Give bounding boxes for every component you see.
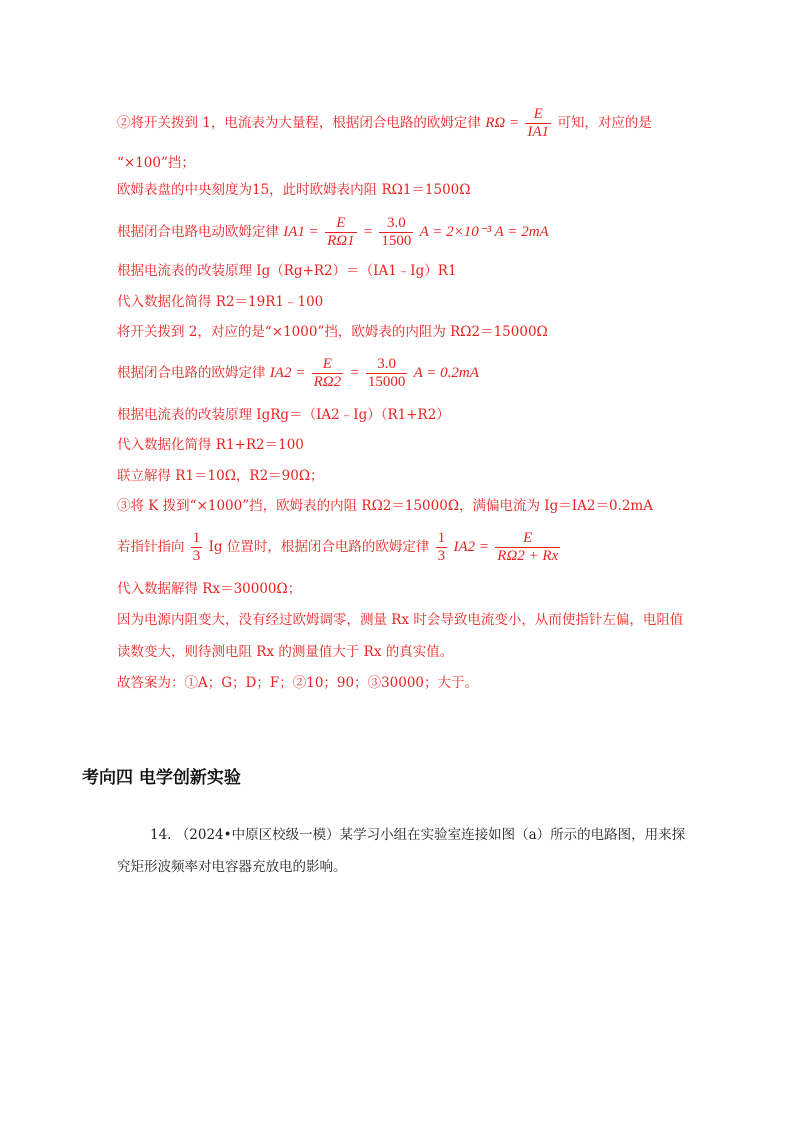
- solution-line-15: 因为电源内阻变大，没有经过欧姆调零，测量 Rx 时会导致电流变小，从而使指针左偏，电阻值: [117, 612, 684, 628]
- denominator: IA1: [527, 124, 550, 140]
- solution-line-4: 根据闭合电路电动欧姆定律 IA1 = $\frac{E}{R\Omega 1}$ = $\frac{3.0}{1500}$ A = 2×10⁻³ A = 2mA: [117, 215, 549, 249]
- fraction: [525, 106, 551, 141]
- numerator: 3.0: [379, 215, 413, 233]
- solution-line-6: 代入数据化简得 R2＝19R1﹣100: [117, 294, 324, 310]
- numerator: 1: [437, 530, 446, 546]
- solution-line-7: 将开关拨到 2，对应的是“×1000”挡，欧姆表的内阻为 RΩ2＝15000Ω: [117, 324, 548, 340]
- solution-line-2: “×100”挡；: [117, 155, 195, 171]
- formula-result: A = 2×10⁻³ A = 2mA: [419, 224, 549, 240]
- section-heading: 考向四 电学创新实验: [82, 768, 241, 788]
- solution-line-12: ③将 K 拨到“×1000”挡，欧姆表的内阻 RΩ2＝15000Ω，满偏电流为 Ig＝IA2＝0.2mA: [117, 498, 653, 514]
- text: 根据闭合电路电动欧姆定律: [117, 224, 279, 240]
- denominator: 3: [192, 548, 201, 564]
- numerator: 3.0: [366, 356, 408, 374]
- denominator: RΩ1: [327, 233, 355, 249]
- text: 根据闭合电路的欧姆定律: [117, 365, 266, 381]
- fraction: [312, 356, 344, 391]
- formula-lhs: IA2 =: [453, 539, 489, 555]
- text: 若指针指向: [117, 539, 185, 555]
- question-line-2: 究矩形波频率对电容器充放电的影响。: [117, 859, 347, 875]
- denominator: 1500: [381, 233, 412, 249]
- formula-lhs: IA2 =: [269, 365, 306, 381]
- numerator: E: [312, 356, 344, 374]
- solution-line-16: 读数变大，则待测电阻 Rx 的测量值大于 Rx 的真实值。: [117, 644, 454, 660]
- solution-line-14: 代入数据解得 Rx＝30000Ω；: [117, 581, 302, 597]
- formula-result: A = 0.2mA: [413, 365, 479, 381]
- text: 可知，对应的是: [557, 115, 652, 131]
- fraction: [495, 530, 560, 565]
- numerator: E: [495, 530, 560, 548]
- question-text: （2024•中原区校级一模）某学习小组在实验室连接如图（a）所示的电路图，用来探: [175, 827, 686, 843]
- denominator: RΩ2: [313, 374, 342, 390]
- formula-lhs: IA1 =: [283, 224, 319, 240]
- solution-line-13: [117, 530, 562, 565]
- numerator: 1: [192, 530, 201, 546]
- denominator: RΩ2 + Rx: [497, 548, 559, 564]
- solution-line-5: 根据电流表的改装原理 Ig（Rg+R2）＝（IA1﹣Ig）R1: [117, 263, 457, 279]
- denominator: 3: [437, 548, 446, 564]
- fraction: [379, 215, 413, 250]
- question-line-1: [150, 826, 685, 844]
- solution-line-3: 欧姆表盘的中央刻度为15，此时欧姆表内阻 RΩ1＝1500Ω: [117, 182, 471, 198]
- fraction-one-third: [191, 530, 203, 565]
- denominator: 15000: [367, 374, 406, 390]
- text: Ig 位置时，根据闭合电路的欧姆定律: [208, 539, 430, 555]
- fraction: [366, 356, 408, 391]
- solution-line-1: [117, 106, 652, 141]
- fraction: [325, 215, 357, 250]
- question-number: 14.: [150, 827, 172, 843]
- answer-line: 故答案为：①A；G；D；F；②10；90；③30000；大于。: [117, 675, 479, 691]
- formula-lhs: RΩ =: [485, 115, 520, 131]
- numerator: E: [325, 215, 357, 233]
- solution-line-8: 根据闭合电路的欧姆定律 IA2 = $\frac{E}{R\Omega 2}$ = $\frac{3.0}{15000}$ A = 0.2mA: [117, 356, 479, 390]
- solution-line-11: 联立解得 R1＝10Ω，R2＝90Ω；: [117, 468, 324, 484]
- solution-line-10: 代入数据化简得 R1+R2＝100: [117, 437, 304, 453]
- numerator: E: [525, 106, 551, 124]
- fraction-one-third: [436, 530, 448, 565]
- text: ②将开关拨到 1，电流表为大量程，根据闭合电路的欧姆定律: [117, 115, 481, 131]
- solution-line-9: 根据电流表的改装原理 IgRg＝（IA2﹣Ig）（R1+R2）: [117, 407, 450, 423]
